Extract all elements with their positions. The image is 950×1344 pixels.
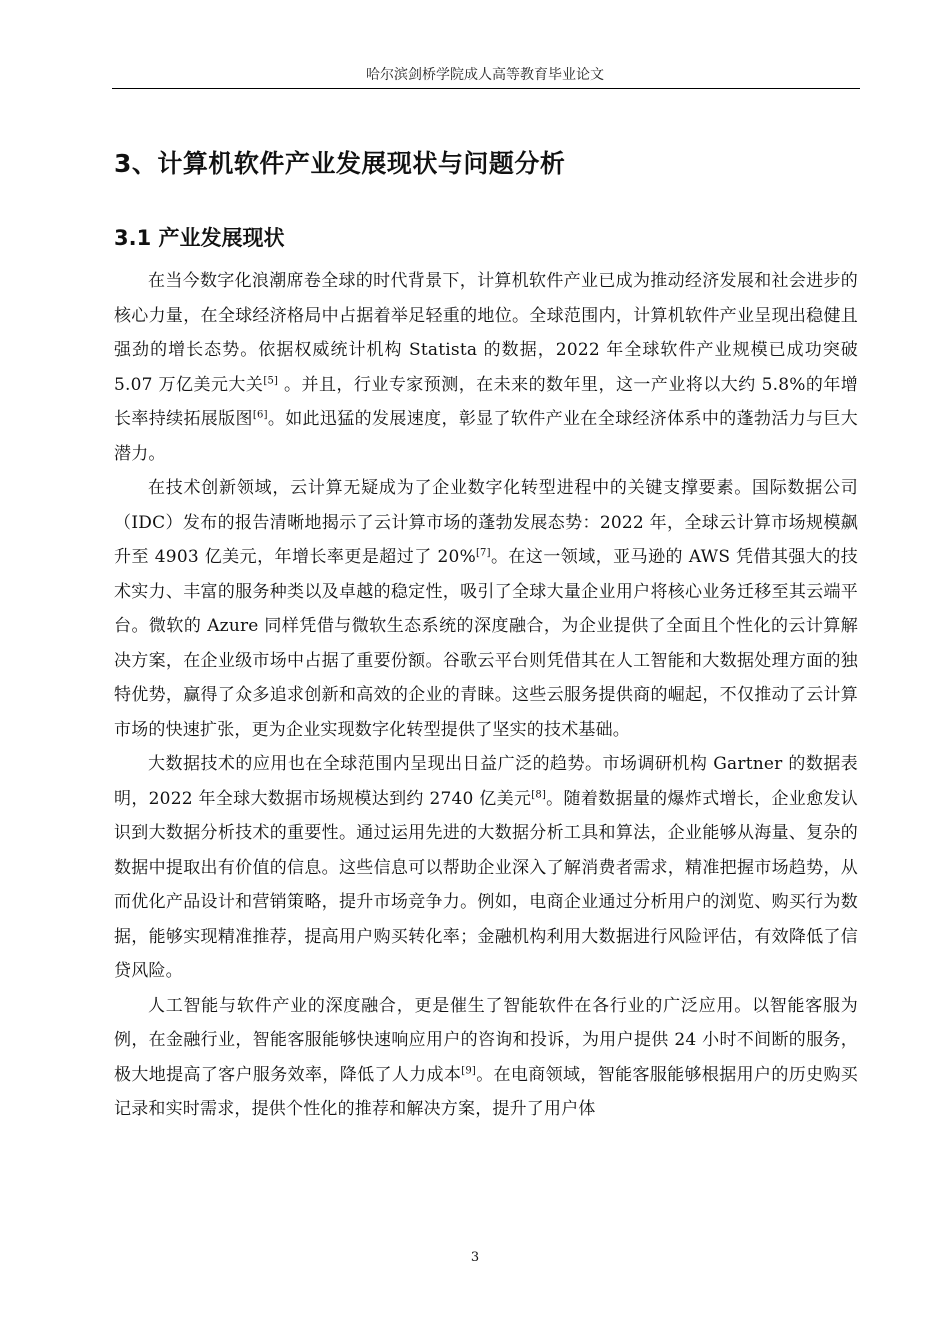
section-title: 3.1 产业发展现状 [114,226,285,250]
paragraph-1-text-a: 在当今数字化浪潮席卷全球的时代背景下，计算机软件产业已成为推动经济发展和社会进步的核心力量，在全球经济格局中占据着举足轻重的地位。全球范围内，计算机软件产业呈现出稳健且强劲的增长态势。依据权威统计机构 Statista 的数据，2022 年全球软件产业规模已成功突破 5.07 万亿美元大关 [114,271,858,395]
paragraph-4-text-a: 人工智能与软件产业的深度融合，更是催生了智能软件在各行业的广泛应用。以智能客服为例，在金融行业，智能客服能够快速响应用户的咨询和投诉，为用户提供 24 小时不间断的服务，极大地提高了客户服务效率，降低了人力成本 [114,995,858,1085]
paragraph-3-text-a: 大数据技术的应用也在全球范围内呈现出日益广泛的趋势。市场调研机构 Gartner 的数据表明，2022 年全球大数据市场规模达到约 2740 亿美元 [114,754,858,809]
citation-6: [6] [252,409,268,421]
paragraph-2-text-b: 。在这一领域，亚马逊的 AWS 凭借其强大的技术实力、丰富的服务种类以及卓越的稳定性，吸引了全球大量企业用户将核心业务迁移至其云端平台。微软的 Azure 同样凭借与微软生态系统的深度融合，为企业提供了全面且个性化的云计算解决方案，在企业级市场中占据了重要份额。谷歌云平台则凭借其在人工智能和大数据处理方面的独特优势，赢得了众多追求创新和高效的企业的青睐。这些云服务提供商的崛起，不仅推动了云计算市场的快速扩张，更为企业实现数字化转型提供了坚实的技术基础。 [114,547,858,740]
paragraph-1 [114,264,858,471]
header-rule [112,88,860,89]
chapter-title: 3、计算机软件产业发展现状与问题分析 [114,149,566,178]
page-number: 3 [470,1250,480,1265]
paragraph-2-text-a: 在技术创新领域，云计算无疑成为了企业数字化转型进程中的关键支撑要素。国际数据公司（IDC）发布的报告清晰地揭示了云计算市场的蓬勃发展态势：2022 年，全球云计算市场规模飙升至 4903 亿美元，年增长率更是超过了 20% [114,478,858,567]
citation-5: [5] [263,374,279,386]
citation-9: [9] [461,1064,477,1076]
citation-7: [7] [475,547,491,559]
paragraph-2 [114,471,858,747]
citation-8: [8] [531,788,547,800]
body-text [114,264,858,1127]
paragraph-1-text-b: 。并且，行业专家预测，在未来的数年里，这一产业将以大约 5.8%的年增长率持续拓展版图 [114,374,858,429]
paragraph-4-text-b: 。在电商领域，智能客服能够根据用户的历史购买记录和实时需求，提供个性化的推荐和解决方案，提升了用户体 [114,1064,859,1119]
paragraph-1-text-c: 。如此迅猛的发展速度，彰显了软件产业在全球经济体系中的蓬勃活力与巨大潜力。 [114,409,858,464]
running-header: 哈尔滨剑桥学院成人高等教育毕业论文 [366,67,604,83]
paragraph-3-text-b: 。随着数据量的爆炸式增长，企业愈发认识到大数据分析技术的重要性。通过运用先进的大数据分析工具和算法，企业能够从海量、复杂的数据中提取出有价值的信息。这些信息可以帮助企业深入了解消费者需求，精准把握市场趋势，从而优化产品设计和营销策略，提升市场竞争力。例如，电商企业通过分析用户的浏览、购买行为数据，能够实现精准推荐，提高用户购买转化率；金融机构利用大数据进行风险评估，有效降低了信贷风险。 [114,788,858,981]
paragraph-3 [114,747,858,989]
paragraph-4 [114,989,858,1127]
